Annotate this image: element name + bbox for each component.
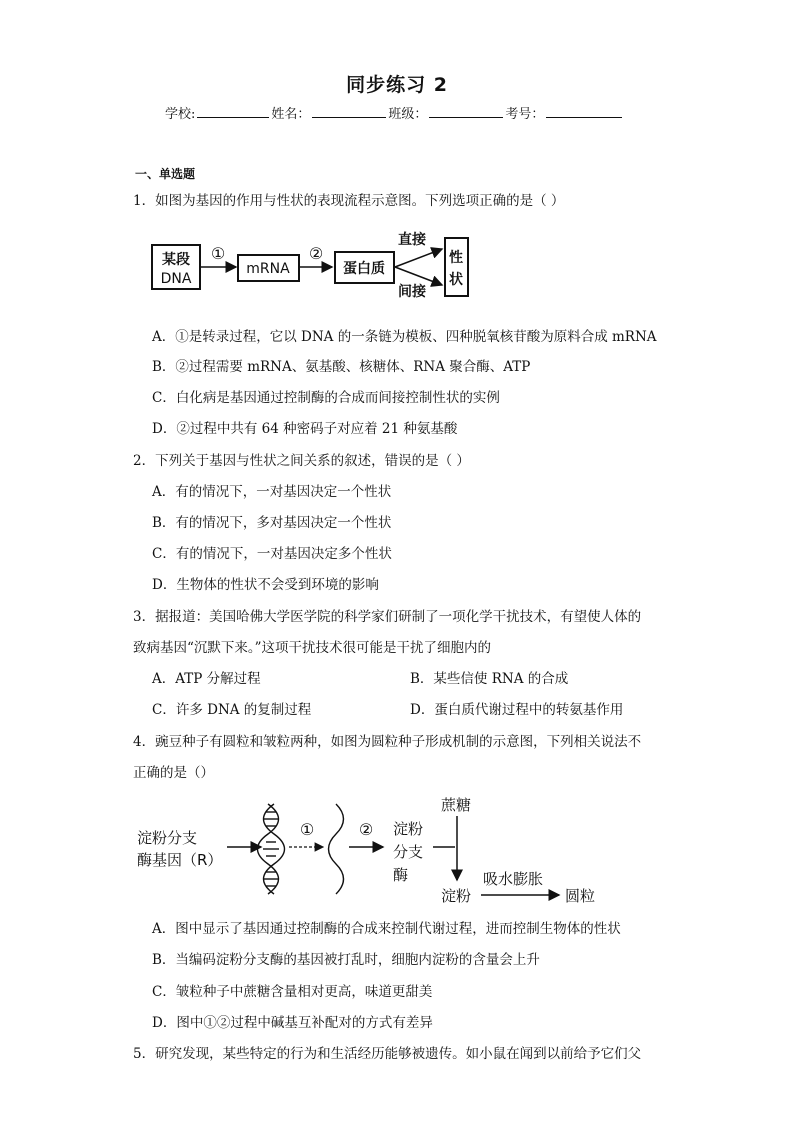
q4-option-b: B．当编码淀粉分支酶的基因被打乱时，细胞内淀粉的含量会上升	[152, 952, 540, 968]
school-label: 学校:	[165, 107, 196, 122]
round-label: 圆粒	[565, 887, 596, 905]
q4-stem-line1: 4．豌豆种子有圆粒和皱粒两种，如图为圆粒种子形成机制的示意图，下列相关说法不	[133, 734, 642, 750]
q4-stem-line2: 正确的是（）	[133, 765, 214, 781]
school-blank	[197, 105, 269, 118]
enzyme-label-line2: 分支	[393, 843, 424, 861]
step2-label: ②	[308, 244, 324, 263]
q1-option-a: A．①是转录过程，它以 DNA 的一条链为模板、四种脱氧核苷酸为原料合成 mRNA	[152, 329, 657, 345]
q5-stem-line1: 5．研究发现，某些特定的行为和生活经历能够被遗传。如小鼠在闻到以前给予它们父	[133, 1046, 642, 1062]
sucrose-label: 蔗糖	[441, 796, 472, 814]
q2-option-b: B．有的情况下，多对基因决定一个性状	[152, 515, 392, 531]
q2-option-c: C．有的情况下，一对基因决定多个性状	[152, 546, 392, 562]
indirect-label: 间接	[398, 284, 426, 300]
mrna-label: mRNA	[246, 261, 290, 277]
q1-stem: 1．如图为基因的作用与性状的表现流程示意图。下列选项正确的是（ ）	[133, 193, 565, 209]
q3-option-d: D．蛋白质代谢过程中的转氨基作用	[410, 702, 624, 718]
step1-label: ①	[210, 244, 226, 263]
q3-option-b: B．某些信使 RNA 的合成	[410, 671, 569, 687]
protein-label: 蛋白质	[343, 261, 385, 277]
class-blank	[429, 105, 503, 118]
dna-double-helix	[258, 804, 285, 894]
class-label: 班级：	[388, 107, 428, 122]
gene-label-line2: 酶基因（R）	[137, 851, 223, 869]
q2-option-d: D．生物体的性状不会受到环境的影响	[152, 577, 379, 593]
student-info-line	[165, 103, 624, 122]
q4-option-d: D．图中①②过程中碱基互补配对的方式有差异	[152, 1015, 433, 1031]
q3-stem-line1: 3．据报道：美国哈佛大学医学院的科学家们研制了一项化学干扰技术，有望使人体的	[133, 609, 642, 625]
trait-label-line1: 性	[449, 250, 463, 266]
q4-option-c: C．皱粒种子中蔗糖含量相对更高，味道更甜美	[152, 984, 433, 1000]
q1-option-d: D．②过程中共有 64 种密码子对应着 21 种氨基酸	[152, 421, 458, 437]
starch-label: 淀粉	[441, 887, 472, 905]
enzyme-label-line1: 淀粉	[393, 820, 424, 838]
q1-option-c: C．白化病是基因通过控制酶的合成而间接控制性状的实例	[152, 390, 500, 406]
id-blank	[546, 105, 622, 118]
page-title: 同步练习 2	[346, 74, 448, 96]
gene-label-line1: 淀粉分支	[137, 829, 198, 847]
id-label: 考号：	[505, 107, 545, 122]
q1-flow-diagram	[140, 228, 490, 306]
name-blank	[312, 105, 386, 118]
dna-label-line2: DNA	[160, 271, 192, 287]
q2-option-a: A．有的情况下，一对基因决定一个性状	[152, 484, 392, 500]
mrna-single-strand	[329, 804, 344, 894]
q2-stem: 2．下列关于基因与性状之间关系的叙述，错误的是（ ）	[133, 453, 470, 469]
q3-stem-line2: 致病基因“沉默下来。”这项干扰技术很可能是干扰了细胞内的	[133, 640, 492, 656]
trait-label-line2: 状	[449, 272, 463, 288]
enzyme-label-line3: 酶	[393, 866, 409, 884]
q4-mechanism-diagram	[135, 790, 615, 908]
q4-step2-label: ②	[358, 820, 374, 839]
q1-option-b: B．②过程需要 mRNA、氨基酸、核糖体、RNA 聚合酶、ATP	[152, 359, 531, 375]
dna-label-line1: 某段	[162, 252, 190, 268]
q3-option-a: A．ATP 分解过程	[152, 671, 261, 687]
name-label: 姓名：	[271, 107, 311, 122]
absorb-label: 吸水膨胀	[483, 870, 544, 888]
q4-option-a: A．图中显示了基因通过控制酶的合成来控制代谢过程，进而控制生物体的性状	[152, 921, 621, 937]
q4-step1-label: ①	[299, 820, 315, 839]
q3-option-c: C．许多 DNA 的复制过程	[152, 702, 312, 718]
section-heading: 一、单选题	[135, 167, 196, 181]
direct-label: 直接	[398, 232, 426, 248]
